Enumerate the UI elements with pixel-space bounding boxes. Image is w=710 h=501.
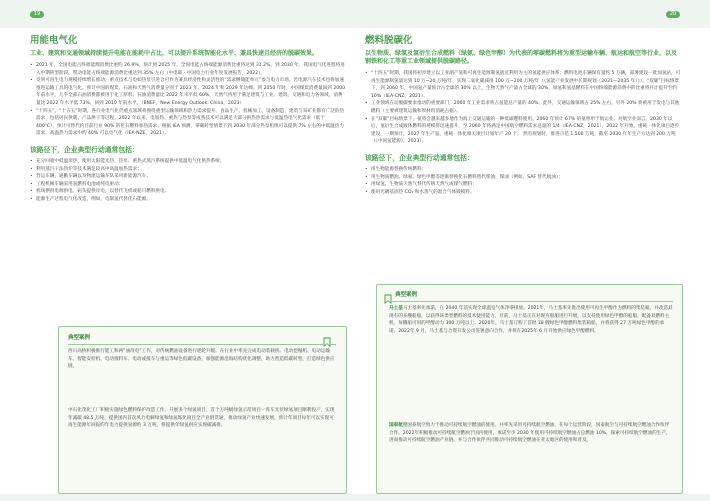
right-case-text-2 <box>389 422 673 445</box>
left-action-item: • 营运车辆、通勤车辆以及物流运输车队采用新能源汽车； <box>30 173 346 181</box>
left-case-box <box>58 326 347 494</box>
right-case-text-1 <box>389 305 673 335</box>
case-company-maersk: 马士基 <box>389 306 403 311</box>
left-bullet-list <box>30 62 346 138</box>
left-case-text-1: 西川高桥积极推行能工和两“油改电”工作，对传统燃油设备进行逐轮升级。在行业中率先完成电动装载机、电动挖掘机、电动运输车、智能安检机、电动推料车、电动或接车与重运等绿色低碳设备，加强能源沿海结构优化调整，助力智造低碳转型，打造绿色供应链。 <box>68 349 335 369</box>
case-body-maersk: 马士基率先承诺，在 2040 年前实现全球温室气体净零排放。2021年，马士基率先推出使用可再生甲醇作为燃料的集装箱，并改造其现有的多艘船舶，以获得该类型燃料的技术使用能力。目前，马士基正在对现有船舶进行升级，以支持使用绿色甲醇的船舶，配备双燃料主机，每艘船可用的甲醇动力 300 万吨以上。2020年，马士基订购了首批 18 艘绿色甲醇燃料集装箱船，并将获得 27 万吨绿色甲醇的承诺。2022年 9 月，马士基与合资开发公司签署意向合作，并将在2025年 6 月开始供应绿色甲醇燃料。 <box>389 306 673 334</box>
right-case-box <box>376 284 683 494</box>
bookmark-icon <box>322 332 332 342</box>
left-case-label: 典型案例 <box>68 335 91 341</box>
bookmark-icon <box>383 289 393 299</box>
left-case-text-2: 中石化茂化工厂积极实施绿色燃料保护改造工作，开展多个绿氢项目，首个万吨级绿氢示范项目一库车光伏绿氢项目顺利投产，实现年减碳 48.5 万吨。提供国内首次风力电解绿氢和绿氢炼化项目全产业链贯通，推动绿氢产业快速发展，预计年项目每年可以实现可再生能源年回报约年电力提供氢源约 3 万吨，将提供年绿氢供应实现碳减排。 <box>68 408 335 428</box>
right-action-item: • 用生物能源替换传统燃料； <box>365 166 681 174</box>
page-footer-band <box>0 494 710 501</box>
right-section-subtitle: 以生物质、绿氢及氢衍生合成燃料（绿氨、绿色甲醇）为代表的零碳燃料将为重型运输车辆、航运和航空等行业，以及钢铁和化工等重工业领域提供脱碳路径。 <box>365 50 678 65</box>
right-action-item: • 用绿氢、生物质天然气替代传统天然气或煤气燃料； <box>365 181 681 189</box>
right-bullet-list <box>365 70 681 146</box>
case-divider <box>68 344 336 345</box>
page-header-band <box>0 0 710 28</box>
right-case-label: 典型案例 <box>395 292 418 298</box>
case-body-cathay: 国泰航空致力于推动可持续航空燃油的使用，并率先采用可持续航空燃油，在每个运营阶段，国泰航空与可持续航空燃油合作伙伴合作，2022年积极推动可持续航空燃油于国内使用，承诺至少 2030 年使用可持续航空燃油占总燃油 10%，探索可持续航空燃油的生产，进而推动可持续航空燃油产业链。并与合作伙伴共同推动可持续航空燃油在亚太地区的使用和普及。 <box>389 423 671 443</box>
right-actions-title: 该路径下，企业典型行动通常包括： <box>365 153 474 162</box>
left-actions-list <box>30 158 346 204</box>
left-action-item: • 利用蒸汽干法热炉等技术满足较高中高温加热需求； <box>30 166 346 174</box>
right-action-item: • 用生物质燃油、绿氨、绿色甲醇等逐渐替换化石燃料替代柴油、煤油（例如，SAF 替代航油）； <box>365 174 681 182</box>
left-action-item: • 工程机械车辆采用氢燃料电池或纯电驱动； <box>30 181 346 189</box>
case-divider <box>386 301 673 302</box>
page-number-left: 19 <box>30 11 44 18</box>
left-section-title: 用能电气化 <box>30 35 78 46</box>
right-section-title: 燃料脱碳化 <box>365 35 413 46</box>
right-actions-list <box>365 166 681 196</box>
left-column <box>30 32 346 204</box>
page-number-right: 20 <box>666 11 680 18</box>
left-actions-title: 该路径下，企业典型行动通常包括： <box>30 145 139 154</box>
right-action-item: • 使用光耦基固热 CO₂ 和水蒸气的混合气体锻模料。 <box>365 189 681 197</box>
left-bullet: • 受到可再生电力规模持续增长推动，重点技术与电如热泵引进合可作为兼具经济性和灵活性的“需求侧储能单元”参与电力市场。若电源汽车技术也将加速推进运输工具的电气化。预计中国的煤炭、石油和天然气消费量分别于 2023 年、2024 年和 2029 年达峰。到 2050 年时，中国煤炭消费量回到 2000 年前水平，几乎全部石油消费都被用于化工原料；石油消费量比 2022 年水平低 60%，天然气将用于满足建筑与工业、建筑、交通和电力各领域，消费量比 2022 年水平低 73%，回到 2010 年前水平。（BNEF，New Energy Outlook: China，2023） <box>30 77 346 107</box>
case-company-cathay: 国泰航空 <box>389 423 408 428</box>
right-bullet: • 在“双碳”目标情景下，氨将会越来越多地作为海上交通运输的一种低碳燃料使用。2060 年预计 67% 的氨将用于航运业。对航空业而言，2030 年以后，氢衍生合成液体燃料的规模将迅速提升，至 2060 年将满足中国航空燃料需求总量的 1/4（IEA-CNZ，2021）。2022 年开始，重载一体化项目逐步建设，一期预计，2027 年生产氢、重载一体化相关项目计划年产 20 个。 然有规划时，推进示范 1,500 万吨，截至 2030 年年生产方达到 200 万吨（《中国氢能源》，2023）。 <box>365 116 681 146</box>
left-bullet: • “十四五”、“十五五”时期，各行业电气化仍重点领域将围绕重型运输领域和热力需求提升。食品生产、机械加工、设备制造、建筑与采矿业都有广泛的热需求，包括居民供暖、产品烘干等过程。2022 年以来，电加热、重热与热泵等成熟技术可以满足大部分供热热需求与低温热电气化需求（低于 400℃），预计可替代约目前行业 90% 的化石燃料加热需求。根据 IEA 预测，零碳转型情景下到 2030 年部分热泵机组可以提供 7% 左右的中低温热力需求，高温热力需求中约 40% 可以电气化（IEA-NZE，2021）。 <box>30 108 346 138</box>
right-column <box>365 32 681 196</box>
right-bullet: • 工业领域在动脱碳要求推动的重要部门，2060 年工业需求将占氢能总产量的 40%。此外，交通运输领域占 25% 左右，另外 20% 将被用于发电与其他燃料（主要被建筑运输和原材料消耗占据）。 <box>365 100 681 115</box>
left-action-item: • 充分回收中低温余热，使用太阳能光热、热泵、重热式蒸汽系统提供中低温电气化供热系统； <box>30 158 346 166</box>
left-section-subtitle: 工业、建筑和交通领域持续提升电能在能耗中占比，可以提升系统智能化水平、兼具快速且经济的脱碳效果。 <box>30 50 319 57</box>
left-action-item: • 能源生产过程电气化改造，例如，电制氢代替化石能源。 <box>30 196 346 204</box>
left-action-item: • 机场摆供电源供电、码头提供岸电，以替代飞机或船只燃料供电； <box>30 188 346 196</box>
right-bullet: • “十四五”时期，我国将初步建立以工业副产氢和可再生能源制氢就近利用为主的氢能供应体系；燃料电池车辆保有量约 5 万辆，部署建设一批加氢站，可再生能源制氢量达到 10 万~20 万吨/年，实现二氧化碳减排 100 万~200 万吨/年（《氢能产业发展中长期规划（2021—2035 年）》）。“双碳”目标情景下，到 2060 年，中国氢产量预计占全球的 30% 以上，生物天然气产量占全球的 30%，绿氢和氢基燃料在中国终端能源消费中的比重将共计提升至约 10%（IEA-CNZ，2021）。 <box>365 70 681 100</box>
left-bullet: • 2021 年，全国电能占终端能源消费比重约 26.9%，预计到 2025 年，全国电能占终端能源消费比重将达到 31.2%，到 2030 年，我国电气化进程将进入中期转型阶段，带动电能占终端能源消费比重达到 35% 左右（中电联 · 中国电力行业年度发展报告，2022）。 <box>30 62 346 77</box>
